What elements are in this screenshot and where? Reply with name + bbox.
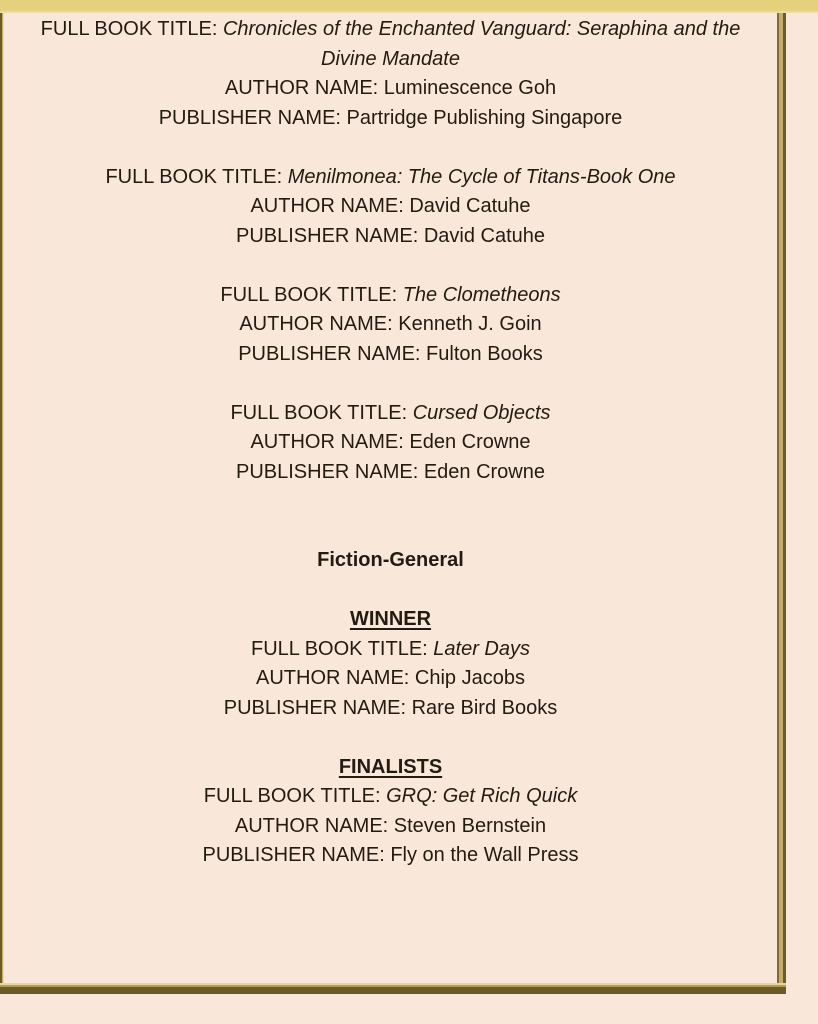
author-value: Kenneth J. Goin <box>398 313 542 335</box>
author-value: Eden Crowne <box>409 431 531 453</box>
book-title-label: FULL BOOK TITLE: <box>220 283 398 306</box>
publisher-line <box>40 222 741 252</box>
book-title-label: FULL BOOK TITLE: <box>203 785 381 807</box>
publisher-value: David Catuhe <box>423 224 545 247</box>
publisher-label: PUBLISHER NAME: <box>238 342 421 365</box>
book-title-line <box>40 163 741 193</box>
frame-border-right <box>777 13 786 994</box>
publisher-line <box>40 841 741 871</box>
author-value: Luminescence Goh <box>383 77 557 99</box>
author-line <box>40 428 741 458</box>
publisher-line <box>40 694 741 724</box>
publisher-label: PUBLISHER NAME: <box>235 460 419 483</box>
book-title-value: The Clometheons <box>402 283 561 306</box>
book-entry <box>40 163 741 252</box>
author-label: AUTHOR NAME: <box>250 431 404 453</box>
author-label: AUTHOR NAME: <box>224 77 379 99</box>
award-list-content <box>4 13 777 871</box>
publisher-label: PUBLISHER NAME: <box>158 106 341 129</box>
publisher-value: Fly on the Wall Press <box>390 844 579 866</box>
author-line <box>40 192 741 222</box>
book-title-label: FULL BOOK TITLE: <box>105 165 283 188</box>
author-value: Chip Jacobs <box>414 667 525 689</box>
book-entry <box>40 15 741 133</box>
publisher-label: PUBLISHER NAME: <box>235 224 419 247</box>
book-entry <box>40 635 741 724</box>
book-title-line <box>40 281 741 311</box>
award-heading-text: WINNER <box>349 608 432 630</box>
book-title-value: GRQ: Get Rich Quick <box>386 785 578 807</box>
book-title-value: Menilmonea: The Cycle of Titans-Book One <box>287 165 676 188</box>
book-entry <box>40 399 741 488</box>
award-heading-text: FINALISTS <box>338 755 443 778</box>
author-label: AUTHOR NAME: <box>250 195 404 217</box>
category-heading: Fiction-General <box>317 549 464 571</box>
author-label: AUTHOR NAME: <box>256 667 410 689</box>
publisher-value: Partridge Publishing Singapore <box>346 106 623 129</box>
book-entry <box>40 281 741 370</box>
book-title-value: Later Days <box>433 637 530 660</box>
top-band <box>0 0 818 13</box>
author-line <box>40 812 741 842</box>
author-label: AUTHOR NAME: <box>239 313 393 335</box>
book-title-line <box>40 635 741 665</box>
author-value: David Catuhe <box>409 195 531 217</box>
book-title-line <box>40 15 741 74</box>
publisher-value: Fulton Books <box>426 342 543 365</box>
publisher-value: Eden Crowne <box>423 460 545 483</box>
book-title-label: FULL BOOK TITLE: <box>230 401 408 424</box>
author-line <box>40 664 741 694</box>
author-line <box>40 310 741 340</box>
publisher-line <box>40 458 741 488</box>
publisher-label: PUBLISHER NAME: <box>223 696 407 719</box>
author-label: AUTHOR NAME: <box>234 814 389 837</box>
winner-heading <box>40 605 741 635</box>
book-title-label: FULL BOOK TITLE: <box>40 18 218 40</box>
book-title-value: Cursed Objects <box>412 401 551 424</box>
book-entry <box>40 782 741 871</box>
book-title-label: FULL BOOK TITLE: <box>251 637 428 660</box>
publisher-label: PUBLISHER NAME: <box>202 844 385 866</box>
publisher-line <box>40 104 741 134</box>
publisher-value: Rare Bird Books <box>411 696 558 719</box>
author-value: Steven Bernstein <box>393 814 547 837</box>
book-title-line <box>40 399 741 429</box>
book-title-line <box>40 782 741 812</box>
author-line <box>40 74 741 104</box>
book-title-value: Chronicles of the Enchanted Vanguard: Seraphina and the Divine Mandate <box>222 18 741 70</box>
publisher-line <box>40 340 741 370</box>
frame-border-bottom <box>0 983 786 994</box>
finalists-heading <box>40 753 741 783</box>
